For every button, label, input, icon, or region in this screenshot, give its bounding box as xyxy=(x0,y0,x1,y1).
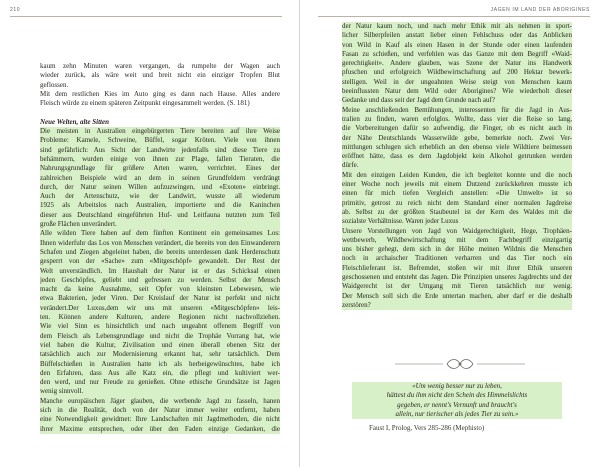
page-number: 210 xyxy=(10,7,21,13)
header-rule xyxy=(10,16,282,17)
highlighted-line: zerstören? xyxy=(342,301,572,310)
highlighted-line: sozialste Verhältnisse. Waren jeder Luxus xyxy=(342,217,572,226)
highlighted-line: dieser aus Deutschland eingeführten Huf- und Leitfauna nutzten zum Teil xyxy=(40,210,280,219)
highlighted-line: der Nähe Deutschlands Wasserwilde gebe, bemerkte noch. Zwei Ver- xyxy=(342,133,572,142)
highlighted-line: dürfe. xyxy=(342,161,572,170)
running-head: JAGEN IM LAND DER ABORIGINES xyxy=(490,7,590,13)
highlighted-line: verändert.Der Luxus,dem wir uns mit unseren «Mitgeschöpfen» leis- xyxy=(40,303,280,312)
highlighted-line: tatsächlich auch zur Modernisierung erkannt hat, sehr tatsächlich. Dem xyxy=(40,350,280,359)
text-line: Fleisch würde zu einem späteren Zeitpunkt eingesammelt werden. (S. 181) xyxy=(40,99,250,108)
highlighted-line: sind gefährlich: Aus Sicht der Landwirte jedenfalls sind diese Tiere zu xyxy=(40,145,280,154)
highlighted-line: eine Notwendigkeit gewidmet: Ihre Landschaften mit Jagdmethoden, die nicht xyxy=(40,415,280,424)
text-line: wieder zurück, als wäre weit und breit nicht ein einziger Tropfen Blut xyxy=(40,71,280,80)
epigraph-quote xyxy=(352,382,562,419)
highlighted-line: Waidgerecht ist der Umgang mit Tieren tatsächlich nur wenig. xyxy=(342,282,572,291)
highlighted-line: gerechtigkeit». Andere glauben, was Szene der Natur ins Handwerk xyxy=(342,59,572,68)
highlighted-line: ihrer Maxime entsprechen, oder über den Faden einzige Gedanken, die xyxy=(40,424,280,433)
highlighted-line: Fasan zu schießen, und verfehlen was das Ganze mit dem Begriff «Waid- xyxy=(342,49,572,58)
highlighted-line: uns bisher gehegt, dem sich in der Höhe meinen Wildnis die Menschen xyxy=(342,245,572,254)
decorative-vignette xyxy=(395,357,525,371)
highlighted-line: Gedanke und dass seit der Jagd dem Grunde nach auf? xyxy=(342,96,572,105)
highlighted-line: den werd, und nur Freude zu genießen. Ohne ethische Grundsätze ist Jagen xyxy=(40,378,280,387)
highlighted-line: wettbewerb, Wildbewirtschaftung mit dem Fachbegriff einzigartig xyxy=(342,235,572,244)
highlighted-line: Schafen und Ziegen abgeleitet haben, die bereits unterdessen dank Herdenschutz xyxy=(40,247,280,256)
highlighted-line: Meine anschließenden Bemühungen, interessenten für die Jagd in Aus- xyxy=(342,105,572,114)
highlighted-line: ten. Können andere Kulturen, andere Regionen nicht nachvollziehen. xyxy=(40,313,280,322)
highlighted-line: Der Mensch soll sich die Erde untertan machen, aber darf er die deshalb xyxy=(342,291,572,300)
highlighted-line: durch, der Natur seinen Willen aufzuzwingen, und «Exoten» einbringt. xyxy=(40,182,280,191)
text-line: Mit dem restlichen Kies im Auto ging es dann nach Hause. Alles andere xyxy=(40,89,280,98)
highlighted-line: tralien zu finden, waren erfolglos. Wollte, dass vier die Reise so lang, xyxy=(342,114,572,123)
left-text-block xyxy=(40,62,280,434)
highlighted-line: Fleischlieferant ist. Befremdet, stoßen wir mit ihrer Ethik unseren xyxy=(342,263,572,272)
highlighted-line: etwa Bakterien, jeder Viren. Der Kreislauf der Natur ist perfekt und nicht xyxy=(40,294,280,303)
highlighted-line: stelligen. Weil in der ungeahnten Weise steigt von Menschen kaum xyxy=(342,77,572,86)
highlighted-line: wenig sinnvoll. xyxy=(40,387,280,396)
quote-line: «Um wenig besser nur zu leben, xyxy=(352,382,562,391)
highlighted-line: zahlreichen Beispiele wird an dem in seinen Grundfeldern verdrängt xyxy=(40,173,280,182)
text-line: geflossen. xyxy=(40,80,69,89)
highlighted-line: Manche europäischen Jäger glauben, die werbende Jagd zu fasseln, hanen xyxy=(40,396,280,405)
highlighted-line: 1925 als Arbeitslos nach Australien, importierte und die Kaninchen xyxy=(40,201,280,210)
paragraph-gap xyxy=(40,108,280,117)
highlighted-line: Alle wilden Tiere haben auf dem fünften Kontinent ein gemeinsames Los: xyxy=(40,229,280,238)
right-text-block xyxy=(342,22,572,310)
highlighted-line: von Wild in Kauf als einen Hasen in der Stunde oder einen laufenden xyxy=(342,40,572,49)
quote-line: hättest du ihm nicht den Schein des Himmelslichts xyxy=(352,391,562,400)
highlighted-line: Auch der Artenschutz, wie der Landwirt, wusste all wiederum xyxy=(40,192,280,201)
highlighted-line: Mit den einzigen Leiden Kunden, die ich begleitet konnte und die noch xyxy=(342,170,572,179)
highlighted-line: Die meisten in Australien eingebürgerten Tiere bereiten auf ihre Weise xyxy=(40,127,280,136)
highlighted-line: der Natur kaum noch, und nach mehr Ethik mit als nehmen in sport- xyxy=(342,22,572,30)
highlighted-line: primitiv, getrost zu reich nicht dem Standard einer normalen Jagdreise xyxy=(342,198,572,207)
highlighted-line: behämmern, wurden einige von ihnen zur Plage, fallen Tieraten, die xyxy=(40,154,280,163)
quote-attribution: Faust I, Prolog, Vers 285-286 (Mephisto) xyxy=(369,424,485,432)
highlighted-line: Probleme: Kamele, Schweine, Büffel, sogar Kröten. Viele von ihnen xyxy=(40,136,280,145)
highlighted-line: einen für mich tiefen Vergleich anstellen: «Die Umwelt» ist so xyxy=(342,189,572,198)
highlighted-line: viel haben die Kultur, Zivilisation und einen überall ebenen Sitz der xyxy=(40,340,280,349)
quote-line: gegeben, er nennt's Vernunft und braucht's xyxy=(352,401,562,410)
highlighted-line: Büffelschießen in Australien hatte ich als herbeigewünschtes, habe ich xyxy=(40,359,280,368)
text-line: kaum zehn Minuten waren vergangen, da rumpelte der Wagen auch xyxy=(40,62,280,70)
highlighted-line: noch in archaischer Traditionen verharren und das Tier noch ein xyxy=(342,254,572,263)
highlighted-line: Wie viel Sinn es hinsichtlich und nach ungeahnt offenem Begriff von xyxy=(40,322,280,331)
highlighted-line: pfuschen und erfolgreich Wildbewirtschaftung auf 200 Hektar bewerk- xyxy=(342,68,572,77)
highlighted-line: sich in die Realität, doch von der Natur immer weiter entfernt, haben xyxy=(40,405,280,414)
highlighted-line: geschossenen und entsteht das Jagen. Die Prinzipien unseres Jagdrechts und der xyxy=(342,273,572,282)
highlighted-line: dem Fleisch als Lebensgrundlage und nicht die Trophäe Vorrang hat, wie xyxy=(40,331,280,340)
highlighted-line: mittlungen schlugen sich erheblich an den ebenso viele Wildtiere beimessen xyxy=(342,142,572,151)
highlighted-line: Nahrungsgrundlage für größere Arten waren, verrichtet. Eines der xyxy=(40,164,280,173)
highlighted-line: gesperrt von der «Sache» zum «Mitgeschöpf» gewandelt. Der Rest der xyxy=(40,257,280,266)
highlighted-line: beeinflussten Natur dem Wild oder Aborigines? Wie wiederholt dieser xyxy=(342,87,572,96)
highlighted-line: ab. Selbst zu der größten Staubeutel ist der Kern des Waldes mit die xyxy=(342,207,572,216)
highlighted-line: macht da keine Ausnahme, seit Opfer von kleinsten Lebewesen, wie xyxy=(40,285,280,294)
highlighted-line: Ihnen widerfuhr das Los von Menschen verändert, die bereits von den Einwanderern xyxy=(40,238,280,247)
header-rule xyxy=(318,16,590,17)
highlighted-line: jeden Geschöpfes, geliebt und gefressen zu werden. Selbst der Mensch xyxy=(40,275,280,284)
highlighted-line: Unsere Vorstellungen von Jagd von Waidgerechtigkeit, Hege, Trophäen- xyxy=(342,226,572,235)
highlighted-line: licher Silberpfeilen anstatt lieber einen Fehlschuss oder das Anblicken xyxy=(342,31,572,40)
highlighted-line: eröffnet hätte, dass es dem Jagdobjekt kein Alkohol getrunken werden xyxy=(342,152,572,161)
highlighted-line: große Flächen unverändert. xyxy=(40,220,280,229)
highlighted-line: die Vorbereitungen dafür so aufwendig, die Finger, ob es nicht auch in xyxy=(342,124,572,133)
quote-line: allein, nur tierischer als jedes Tier zu sein.» xyxy=(352,410,562,419)
highlighted-line: Welt unverständlich. Im Haushalt der Natur ist er das Schicksal einen xyxy=(40,266,280,275)
highlighted-line: den Erfahren, dass Aus alle Katz ein, die pflegt und kultiviert wer- xyxy=(40,368,280,377)
highlighted-line: einer Woche noch jeweils mit einem Dutzend zurückkehren musste ich xyxy=(342,180,572,189)
section-heading: Neue Welten, alte Sitten xyxy=(40,117,109,126)
